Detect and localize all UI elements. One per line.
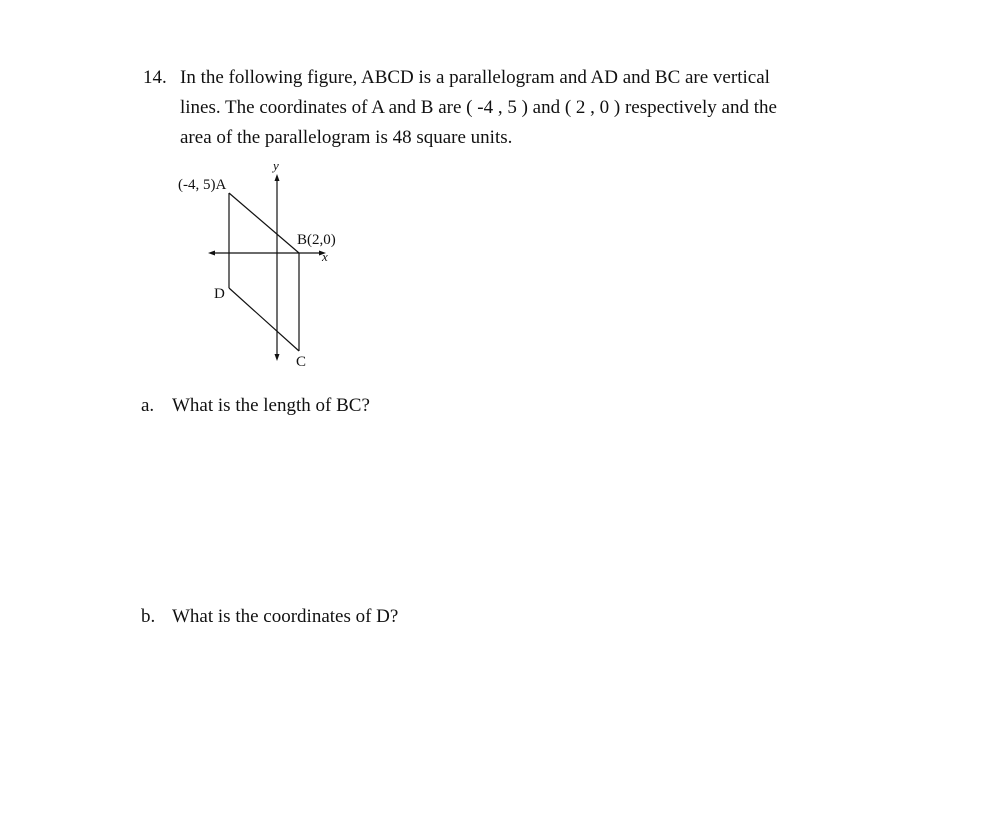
x-axis-arrow-left [208, 251, 215, 256]
label-x: x [322, 249, 328, 264]
side-cd [229, 288, 299, 351]
label-d: D [214, 286, 225, 302]
label-c: C [296, 354, 307, 370]
side-ab [229, 193, 299, 253]
label-b: B(2,0) [297, 232, 336, 248]
label-y: y [273, 160, 279, 173]
question-text [180, 63, 840, 153]
sub-question-a-text: What is the length of BC? [172, 395, 370, 416]
sub-question-a-letter: a. [141, 395, 155, 416]
question-number: 14. [143, 67, 167, 88]
question-line-3: area of the parallelogram is 48 square units. [180, 127, 513, 148]
parallelogram-diagram [160, 160, 380, 375]
sub-question-b-text: What is the coordinates of D? [172, 606, 399, 627]
question-line-1: In the following figure, ABCD is a parallelogram and AD and BC are vertical [180, 67, 770, 88]
sub-question-b-letter: b. [141, 606, 156, 627]
label-a: (-4, 5)A [178, 177, 227, 193]
parallelogram-figure [160, 160, 380, 375]
sub-question-a [141, 393, 370, 419]
y-axis-arrow-down [275, 354, 280, 361]
question-line-2: lines. The coordinates of A and B are ( -4 , 5 ) and ( 2 , 0 ) respectively and the [180, 97, 777, 118]
sub-question-b [141, 604, 398, 630]
y-axis-arrow-up [275, 174, 280, 181]
